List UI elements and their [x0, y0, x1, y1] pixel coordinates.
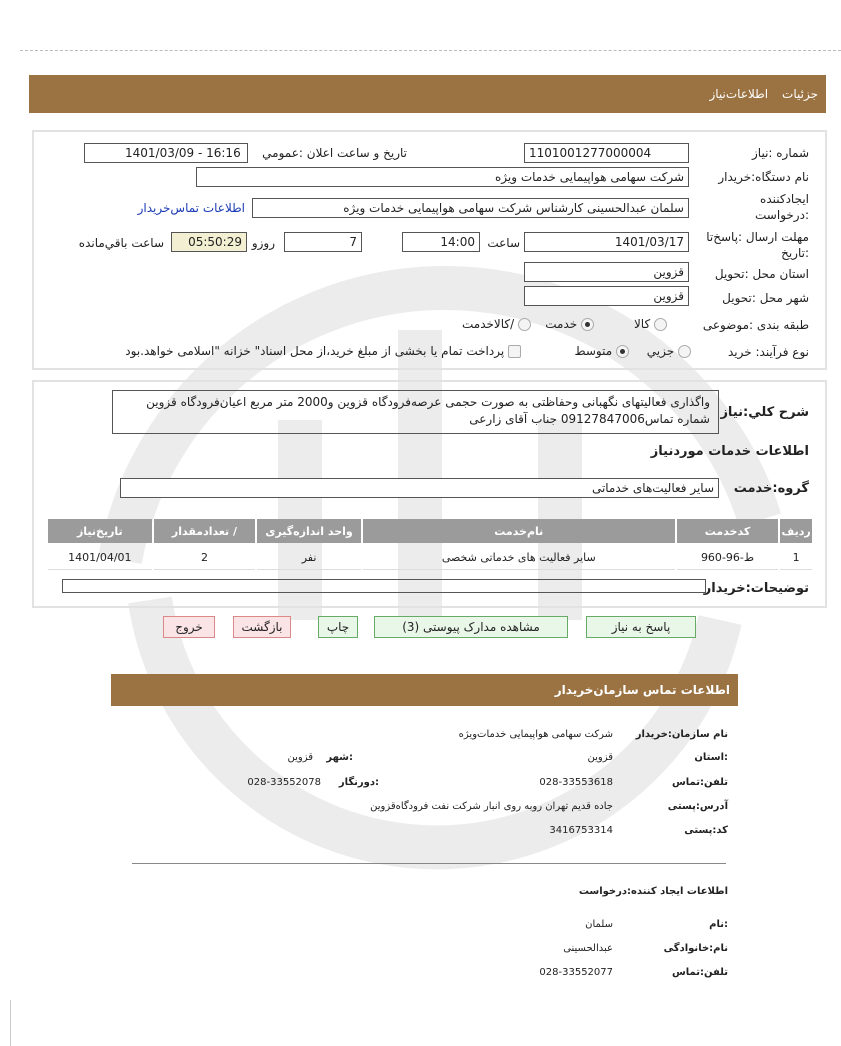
cell-row: 1: [780, 545, 812, 570]
service-group-field: سایر فعالیت‌های خدماتی: [120, 478, 719, 498]
days-label: روزو: [251, 236, 275, 250]
deadline-time-field: 14:00: [402, 232, 480, 252]
attachments-button[interactable]: مشاهده مدارک پیوستی (3): [374, 616, 568, 638]
payment-note: پرداخت تمام یا بخشی از مبلغ خرید،از محل اسناد" خزانه "اسلامی خواهد.بود: [125, 344, 505, 358]
print-button[interactable]: چاپ: [318, 616, 358, 638]
deadline-label-2: :تاریخ: [781, 246, 809, 260]
family-label: نام:خانوادگی: [663, 943, 728, 954]
col-row: ردیف: [780, 519, 812, 543]
payment-option: [125, 344, 521, 358]
buyer-notes-label: توضیحات:خریدار: [703, 581, 809, 596]
province-label: استان محل :تحویل: [714, 267, 809, 281]
days-field: 7: [284, 232, 362, 252]
col-unit: واحد اندازه‌گیری: [257, 519, 361, 543]
category-goods-radio[interactable]: [654, 318, 667, 331]
buyer-org-field: شرکت سهامی هواپیمایی خدمات ویژه: [196, 167, 689, 187]
process-medium: [574, 344, 629, 358]
process-small: [647, 344, 691, 358]
contact-bar: اطلاعات تماس سازمان‌خریدار: [111, 674, 738, 706]
process-small-label: جزیي: [646, 344, 675, 358]
process-medium-label: متوسط: [574, 344, 613, 358]
address-label: آدرس:پستی: [667, 801, 728, 812]
name-value: سلمان: [585, 919, 613, 930]
contact-divider: [132, 863, 726, 864]
need-number-label: شماره :نیاز: [752, 146, 809, 160]
cell-date: 1401/04/01: [48, 545, 152, 570]
province-info-value: قزوین: [587, 752, 613, 763]
province-info-label: :استان: [694, 752, 728, 763]
col-qty: / تعدادمقدار: [154, 519, 256, 543]
org-value: شرکت سهامی هواپیمایی خدمات‌ویژه: [458, 729, 613, 740]
city-info-value: قزوین: [287, 752, 313, 763]
col-date: تاریخ‌نیاز: [48, 519, 152, 543]
creator-label-1: ایجادکننده: [760, 192, 809, 206]
creator-phone-label: تلفن:تماس: [671, 967, 728, 978]
phone-label: تلفن:تماس: [671, 777, 728, 788]
org-label: نام سازمان:خریدار: [635, 729, 728, 740]
fax-label: :دورنگار: [338, 777, 379, 788]
table-row: [48, 545, 812, 570]
fax-value: 028-33552078: [247, 777, 321, 788]
cell-name: سایر فعالیت های خدماتی شخصی: [363, 545, 675, 570]
category-service-radio[interactable]: [581, 318, 594, 331]
process-small-radio[interactable]: [678, 345, 691, 358]
category-both-radio[interactable]: [518, 318, 531, 331]
back-button[interactable]: بازگشت: [233, 616, 291, 638]
left-divider: [10, 1000, 11, 1046]
payment-checkbox[interactable]: [508, 345, 521, 358]
buyer-contact-link[interactable]: اطلاعات تماس‌خریدار: [137, 201, 245, 215]
col-name: نام‌خدمت: [363, 519, 675, 543]
creator-phone-value: 028-33552077: [539, 967, 613, 978]
category-both-label: /کالاخدمت: [461, 317, 515, 331]
service-group-label: گروه:خدمت: [733, 481, 809, 496]
need-number-field: 1101001277000004: [524, 143, 689, 163]
cell-code: ط-96-960: [677, 545, 779, 570]
city-info-label: :شهر: [326, 752, 353, 763]
col-code: کدخدمت: [677, 519, 779, 543]
category-service: [545, 317, 594, 331]
services-title: اطلاعات خدمات موردنیاز: [650, 444, 809, 459]
deadline-date-field: 1401/03/17: [524, 232, 689, 252]
announce-field: 1401/03/09 - 16:16: [84, 143, 248, 163]
services-table: [46, 517, 814, 572]
name-label: :نام: [709, 919, 728, 930]
description-label: شرح کلي:نیاز: [720, 405, 809, 420]
header-bar: [29, 75, 826, 113]
family-value: عبدالحسینی: [563, 943, 613, 954]
creator-field: سلمان عبدالحسینی کارشناس شرکت سهامی هواپیمایی خدمات ویژه: [252, 198, 689, 218]
city-label: شهر محل :تحویل: [722, 291, 809, 305]
category-goods-label: کالا: [633, 317, 651, 331]
reply-button[interactable]: پاسخ به نیاز: [586, 616, 696, 638]
process-label: نوع فرآیند: خرید: [728, 345, 809, 359]
exit-button[interactable]: خروج: [163, 616, 215, 638]
cell-qty: 2: [154, 545, 256, 570]
creator-label-2: :درخواست: [755, 208, 809, 222]
tab-details[interactable]: جزئیات: [782, 87, 818, 101]
postal-value: 3416753314: [549, 825, 613, 836]
postal-label: کد:پستی: [684, 825, 728, 836]
table-header-row: [48, 519, 812, 543]
description-field: واگذاری فعالیتهای نگهبانی وحفاظتی به صورت حجمی عرصه‌فرودگاه قزوین و2000 متر مربع اعیان‌فرودگاه قزوین شماره تماس09127847006 جناب آقای زارعی: [112, 390, 719, 434]
phone-value: 028-33553618: [539, 777, 613, 788]
deadline-label-1: مهلت ارسال :پاسخ‌تا: [706, 230, 809, 244]
announce-label: تاریخ و ساعت اعلان :عمومي: [262, 146, 407, 160]
city-field: قزوین: [524, 286, 689, 306]
top-divider: [20, 50, 841, 51]
category-goods: [634, 317, 667, 331]
process-medium-radio[interactable]: [616, 345, 629, 358]
buyer-notes-field: [62, 579, 706, 593]
category-label: طبقه بندی :موضوعی: [702, 318, 809, 332]
buyer-org-label: نام دستگاه:خریدار: [718, 170, 809, 184]
remaining-label: ساعت باقي‌مانده: [78, 236, 164, 250]
time-label: ساعت: [487, 236, 520, 250]
category-service-label: خدمت: [545, 317, 578, 331]
cell-unit: نفر: [257, 545, 361, 570]
tab-need-info[interactable]: اطلاعات‌نیاز: [709, 87, 769, 101]
address-value: جاده قدیم تهران روبه روی انبار شرکت نفت فرودگاه‌قزوین: [370, 801, 613, 812]
remaining-time-field: 05:50:29: [171, 232, 247, 252]
creator-info-title: اطلاعات ایجاد کننده:درخواست: [578, 886, 728, 897]
category-both: [462, 317, 531, 331]
province-field: قزوین: [524, 262, 689, 282]
